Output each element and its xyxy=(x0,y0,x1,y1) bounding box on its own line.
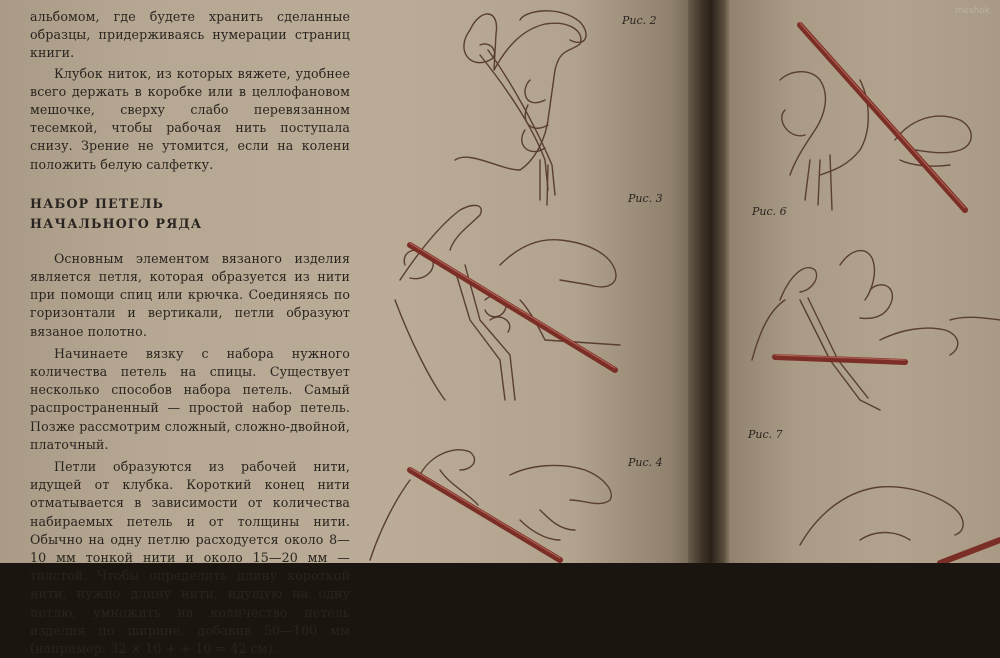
paragraph-4: Начинаете вязку с набора нужного количества петель на спицы. Существует несколько способов набора петель. Самый распространенный — простой набор петель. Позже рассмотрим сложный, сложно-двойной, платочный. xyxy=(30,345,350,452)
fig2-hand-drawing xyxy=(455,11,586,205)
fig4-hand-drawing xyxy=(370,450,611,560)
fig8-partial-hand-drawing xyxy=(800,487,1000,563)
paragraph-3: Основным элементом вязаного изделия является петля, которая образуется из нити при помощи спиц или крючка. Соединяясь по горизонтали и вертикали, петли образуют вязаное полотно. xyxy=(30,250,350,339)
paragraph-5: Петли образуются из рабочей нити, идущей от клубка. Короткий конец нити отматывается в зависимости от количества набираемых петель и от толщины нити. Обычно на одну петлю расходуется около 8—10 мм тонкой нити и около 15—20 мм — толстой. Чтобы определить длину короткой нити, нужно длину нити, идущую на одну петлю, умножить на количество петель изделия по ширине, добавив 50—100 мм (например: 32 × 10 + + 10 = 42 см). xyxy=(30,459,350,657)
fig3-label: Рис. 3 xyxy=(628,192,663,205)
fig3-hand-drawing xyxy=(395,205,620,400)
paragraph-1: альбомом, где будете хранить сделанные образцы, придерживаясь нумерации страниц книги. xyxy=(30,9,350,61)
heading-line-1: НАБОР ПЕТЕЛЬ xyxy=(30,195,165,211)
fig7-hand-drawing xyxy=(752,251,1000,410)
fig6-label: Рис. 6 xyxy=(752,205,787,218)
fig4-label: Рис. 4 xyxy=(628,456,663,469)
heading-line-2: НАЧАЛЬНОГО РЯДА xyxy=(30,215,203,231)
paragraph-2: Клубок ниток, из которых вяжете, удобнее всего держать в коробке или в целлофановом мешочке, сверху слабо перевязанном тесемкой, чтобы рабочая нить поступала снизу. Зрение не утомится, если на колени положить белую салфетку. xyxy=(30,65,350,172)
watermark: meshok xyxy=(954,6,990,16)
fig2-label: Рис. 2 xyxy=(622,14,657,27)
fig7-label: Рис. 7 xyxy=(748,428,783,441)
fig6-hand-drawing xyxy=(780,23,971,210)
